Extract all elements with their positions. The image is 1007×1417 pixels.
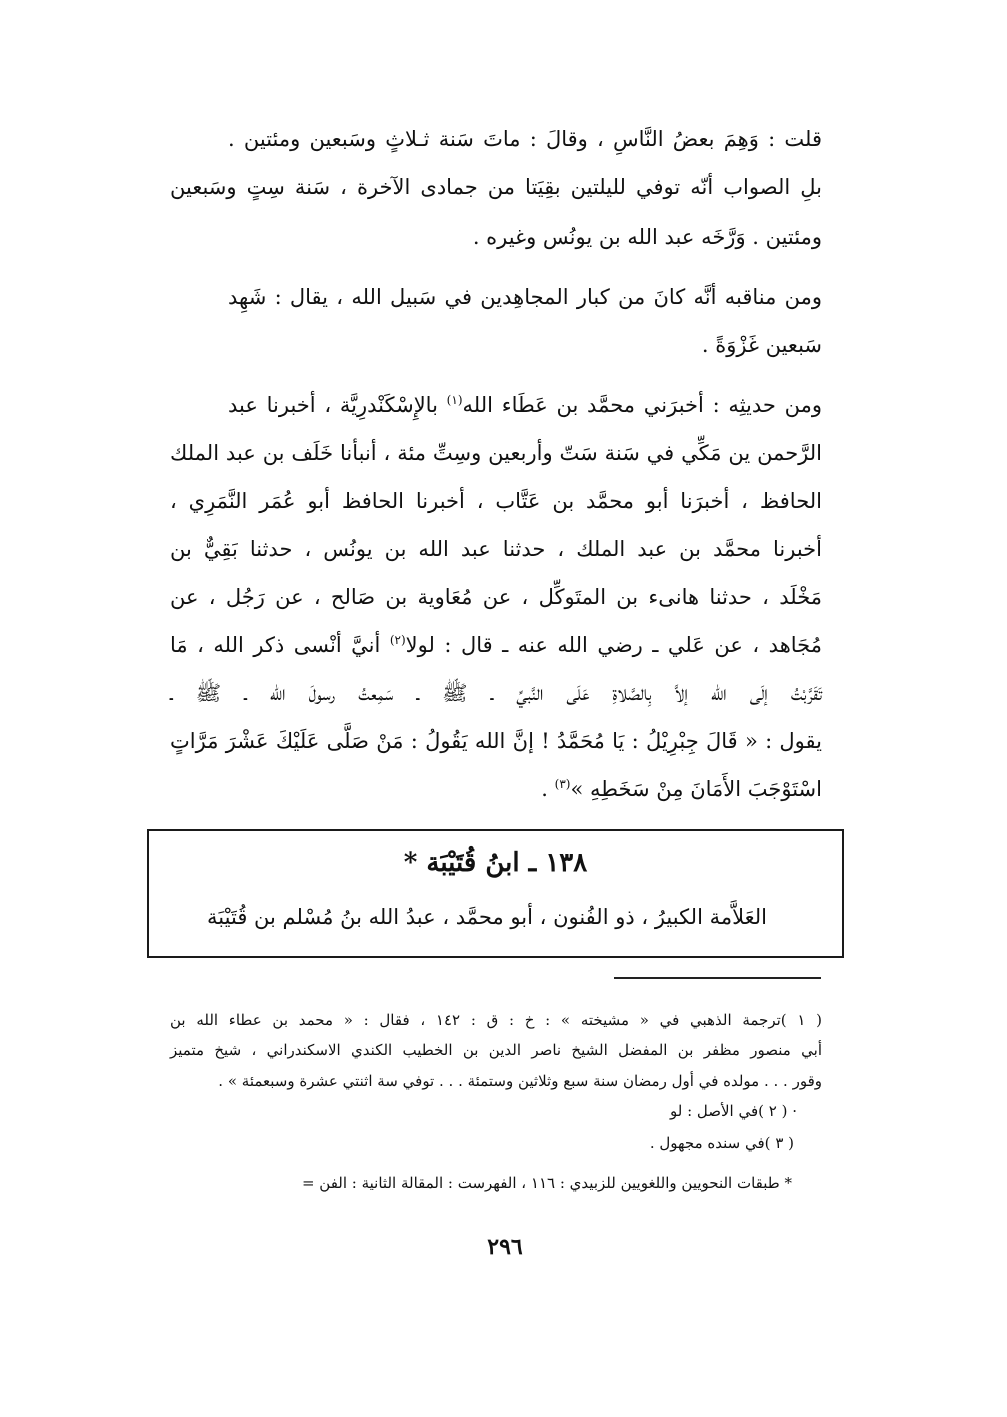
- body-text: اسْتَوْجَبَ الأَمَانَ مِنْ سَخَطِهِ »: [570, 777, 822, 801]
- body-line: الحافظ ، أخبرَنا أبو محمَّد بن عَتَّاب ، أخبرنا الحافظ أبو عُمَر النَّمَرِي ،: [170, 489, 822, 513]
- footnote-1-line: ( ١ )ترجمة الذهبي في « مشيخته » : خ : ق : ١٤٢ ، فقال : « محمد بن عطاء الله بن: [170, 1011, 823, 1029]
- body-line: [228, 390, 822, 420]
- body-line: تَقَرَّبْتُ إلَى الله إلاَّ بِالصَّلاةِ عَلَى النَّبيِّ ـ ﷺ ـ سَمِعتُ رسولَ الله ـ ﷺ ـ: [170, 681, 822, 705]
- footnote-3: ( ٣ )في سنده مجهول .: [649, 1134, 794, 1152]
- source-note: * طبقات النحويين واللغويين للزبيدي : ١١٦ ، الفهرست : المقالة الثانية : الفن =: [301, 1174, 792, 1192]
- body-line: [170, 630, 822, 660]
- body-text: .: [541, 777, 555, 801]
- body-text: بالإِسْكَنْدرِيَّة ، أخبرنا عبد: [228, 393, 447, 417]
- footnote-ref-1[interactable]: (١): [446, 393, 463, 407]
- body-line: أخبرنا محمَّد بن عبد الملك ، حدثنا عبد الله بن يونُس ، حدثنا بَقِيٌّ بن: [170, 537, 822, 561]
- body-line: بلِ الصواب أنّه توفي لليلتين بقِيَتا من جمادى الآخرة ، سَنة سِتٍ وسَبعين: [170, 175, 822, 199]
- footnote-ref-3[interactable]: (٣): [554, 777, 571, 791]
- biography-line: العَلاَّمة الكبيرُ ، ذو الفُنون ، أبو محمَّد ، عبدُ الله بنُ مُسْلم بن قُتَيْبَة: [207, 905, 767, 929]
- footnote-2: · ( ٢ )في الأصل : لو: [669, 1102, 797, 1120]
- biography-header-box: [147, 829, 844, 958]
- footnote-ref-2[interactable]: (٢): [389, 633, 406, 647]
- biography-title: ١٣٨ ـ ابنُ قُتَيْبَة *: [403, 848, 588, 878]
- body-line: [170, 774, 822, 804]
- body-text: أنيَّ أنْسى ذكر الله ، مَا: [170, 633, 390, 657]
- body-line: سَبعين غَزْوَةً .: [701, 333, 822, 357]
- body-line: الرَّحمن ين مَكِّي في سَنة سَتّ وأربعين وسِتِّ مئة ، أنبأنا خَلَف بن عبد الملك: [170, 441, 822, 465]
- body-text: ومن حديثِه : أخبرَني محمَّد بن عَطَاء الله: [462, 393, 822, 417]
- body-line: قلت : وَهِمَ بعضُ النَّاسِ ، وقالَ : ماتَ سَنة ثـلاثٍ وسَبعين ومئتين .: [228, 127, 822, 151]
- footnote-divider: [614, 977, 821, 979]
- body-line: يقول : « قَالَ جِبْرِيْلُ : يَا مُحَمَّدُ ! إنَّ الله يَقُولُ : مَنْ صَلَّى عَلَيْكَ عَشْرَ مَرَّاتٍ: [170, 729, 822, 753]
- body-line: ومن مناقبه أنَّه كانَ من كبار المجاهِدين في سَبيل الله ، يقال : شَهِد: [228, 285, 822, 309]
- page-number: ٢٩٦: [487, 1234, 523, 1260]
- footnote-1-line: وقور . . . مولده في أول رمضان سنة سبع وثلاثين وستمئة . . . توفي سة اثنتي عشرة وسبعمئة » .: [218, 1072, 822, 1090]
- body-text: مُجَاهد ، عن عَلي ـ رضي الله عنه ـ قال : لولا: [405, 633, 822, 657]
- body-line: ومئتين . وَرَّخَه عبد الله بن يونُس وغيره .: [472, 225, 822, 249]
- footnote-1-line: أبي منصور مظفر بن المفضل الشيخ ناصر الدين بن الخطيب الكندي الاسكندراني ، شيخ متميز: [170, 1041, 822, 1059]
- body-line: مَخْلَد ، حدثنا هانىء بن المتَوكِّل ، عن مُعَاوية بن صَالح ، عن رَجُل ، عن: [170, 585, 822, 609]
